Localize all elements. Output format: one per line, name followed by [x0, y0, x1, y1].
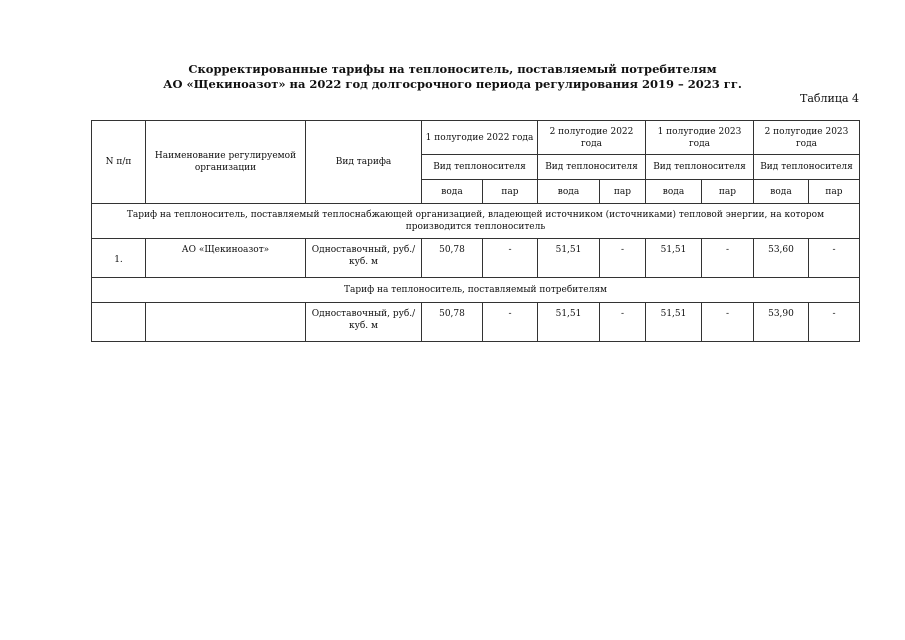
- cell-value: -: [600, 239, 646, 278]
- header-steam: пар: [600, 180, 646, 204]
- tariff-table: [91, 120, 860, 342]
- cell-value: 51,51: [646, 303, 702, 342]
- section-row: [92, 204, 860, 239]
- header-period-2: 2 полугодие 2022 года: [538, 121, 646, 155]
- row-num: [92, 303, 146, 342]
- header-num: N п/п: [92, 121, 146, 204]
- header-water: вода: [422, 180, 483, 204]
- cell-value: 51,51: [538, 239, 600, 278]
- cell-value: -: [809, 303, 860, 342]
- cell-value: -: [600, 303, 646, 342]
- row-org: [146, 303, 306, 342]
- cell-value: 51,51: [646, 239, 702, 278]
- title-line-1: Скорректированные тарифы на теплоноситель, поставляемый потребителям: [188, 62, 717, 76]
- header-period-1: 1 полугодие 2022 года: [422, 121, 538, 155]
- title-line-2: АО «Щекиноазот» на 2022 год долгосрочного периода регулирования 2019 – 2023 гг.: [163, 77, 742, 91]
- header-steam: пар: [483, 180, 538, 204]
- header-org: Наименование регулируемой организации: [146, 121, 306, 204]
- cell-value: 53,90: [754, 303, 809, 342]
- row-tariff: Одноставочный, руб./куб. м: [306, 303, 422, 342]
- cell-value: -: [483, 239, 538, 278]
- header-water: вода: [646, 180, 702, 204]
- row-tariff: Одноставочный, руб./куб. м: [306, 239, 422, 278]
- header-water: вода: [754, 180, 809, 204]
- header-carrier-type: Вид теплоносителя: [754, 155, 860, 180]
- header-water: вода: [538, 180, 600, 204]
- cell-value: -: [483, 303, 538, 342]
- section-title-1: Тариф на теплоноситель, поставляемый теплоснабжающей организацией, владеющей источником (источниками) тепловой энергии, на котором производится теплоноситель: [92, 204, 860, 239]
- header-carrier-type: Вид теплоносителя: [538, 155, 646, 180]
- header-carrier-type: Вид теплоносителя: [646, 155, 754, 180]
- cell-value: -: [702, 239, 754, 278]
- row-org: АО «Щекиноазот»: [146, 239, 306, 278]
- document-title: [0, 62, 905, 92]
- table-number: Таблица 4: [800, 92, 859, 105]
- cell-value: 50,78: [422, 239, 483, 278]
- table-row: [92, 303, 860, 342]
- header-carrier-type: Вид теплоносителя: [422, 155, 538, 180]
- cell-value: -: [809, 239, 860, 278]
- header-steam: пар: [809, 180, 860, 204]
- header-period-3: 1 полугодие 2023 года: [646, 121, 754, 155]
- section-title-2: Тариф на теплоноситель, поставляемый потребителям: [92, 278, 860, 303]
- header-steam: пар: [702, 180, 754, 204]
- row-num: 1.: [92, 239, 146, 278]
- header-tariff-type: Вид тарифа: [306, 121, 422, 204]
- cell-value: -: [702, 303, 754, 342]
- cell-value: 50,78: [422, 303, 483, 342]
- header-row-periods: [92, 121, 860, 155]
- cell-value: 51,51: [538, 303, 600, 342]
- cell-value: 53,60: [754, 239, 809, 278]
- section-row: [92, 278, 860, 303]
- header-period-4: 2 полугодие 2023 года: [754, 121, 860, 155]
- table-row: [92, 239, 860, 278]
